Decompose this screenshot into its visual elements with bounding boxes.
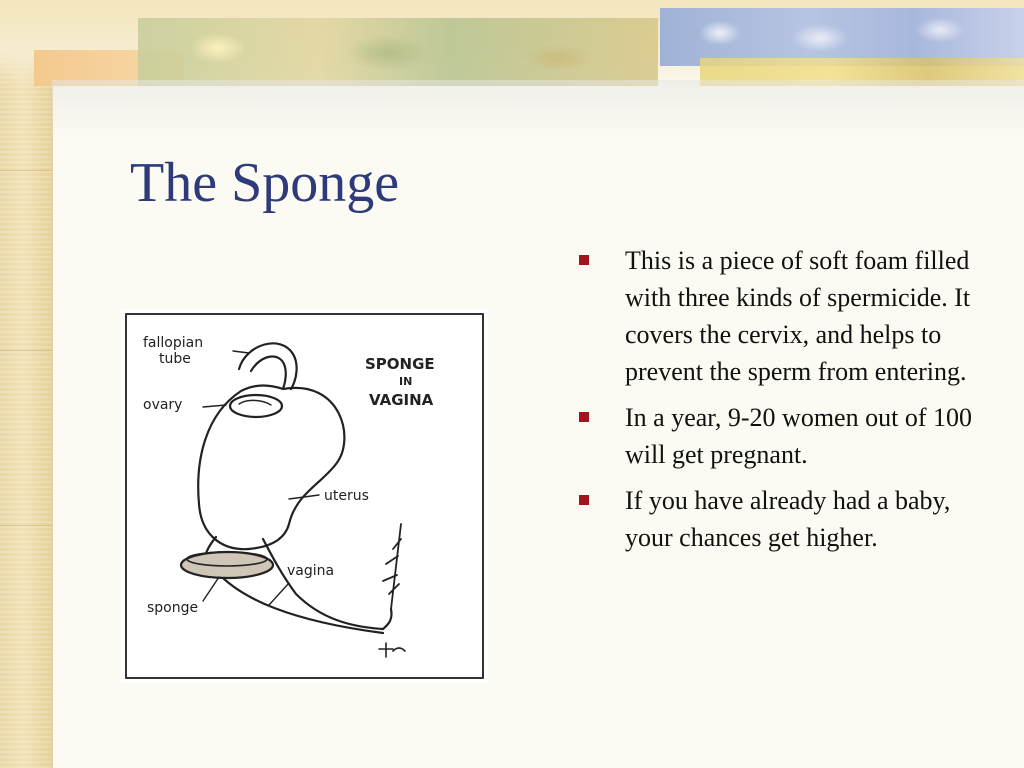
uterus-outline — [198, 386, 344, 550]
bullet-text: This is a piece of soft foam filled with three kinds of spermicide. It covers the cervix, and helps to prevent the sperm from entering. — [625, 246, 971, 386]
fallopian-tube-shape — [239, 343, 297, 389]
banner-shadow — [52, 80, 1024, 140]
bullet-square-icon — [579, 255, 589, 265]
slide-title: The Sponge — [130, 152, 400, 214]
label-fallopian: fallopian — [143, 335, 204, 351]
sponge-leader — [203, 577, 219, 601]
caption-sponge: SPONGE — [365, 355, 435, 373]
left-parchment-strip — [0, 0, 53, 768]
bullet-item — [576, 482, 996, 556]
bullet-square-icon — [579, 412, 589, 422]
vagina-leader — [269, 583, 289, 605]
bullet-item — [576, 399, 996, 473]
caption-vagina: VAGINA — [369, 391, 434, 409]
bullet-text: In a year, 9-20 women out of 100 will get pregnant. — [625, 403, 972, 469]
vulva-curve — [383, 609, 392, 629]
caption-in: IN — [399, 375, 413, 388]
label-ovary: ovary — [143, 397, 183, 413]
sponge-diagram — [121, 309, 488, 683]
sponge-diagram-drawing — [121, 309, 488, 683]
signature-mark — [379, 643, 405, 657]
bullet-list — [576, 242, 996, 565]
banner-leaves-image — [138, 18, 658, 86]
vagina-lower-wall — [216, 571, 383, 633]
sponge-shape — [181, 552, 273, 578]
pubic-hair-tuft — [383, 524, 401, 609]
label-vagina: vagina — [287, 563, 335, 579]
bullet-item — [576, 242, 996, 390]
vagina-right-wall — [263, 539, 383, 629]
ovary-inner — [239, 400, 271, 405]
label-sponge: sponge — [147, 600, 199, 616]
bullet-square-icon — [579, 495, 589, 505]
bullet-text: If you have already had a baby, your chances get higher. — [625, 486, 951, 552]
label-uterus: uterus — [324, 488, 369, 504]
label-tube: tube — [159, 351, 191, 367]
fallopian-tube-inner — [251, 356, 286, 389]
fallopian-leader — [233, 351, 249, 353]
ovary-shape — [230, 395, 282, 417]
